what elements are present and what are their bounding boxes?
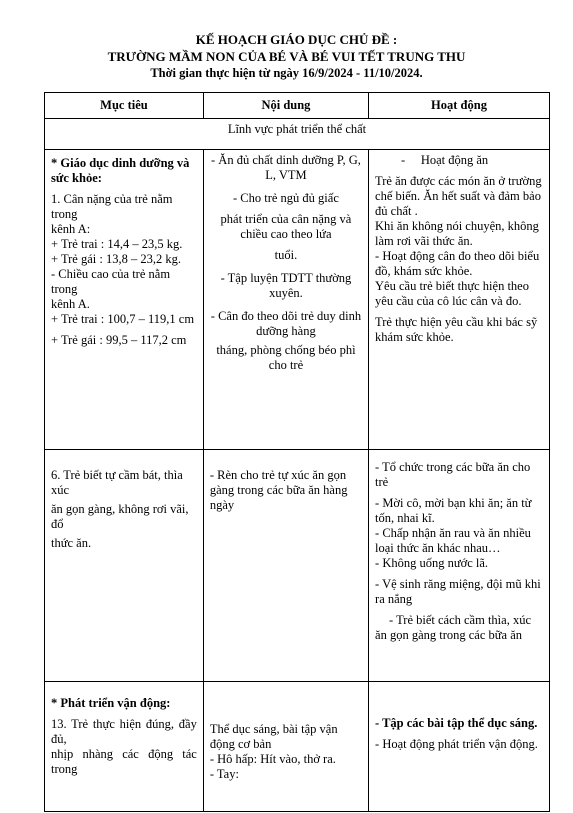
content-text: tháng, phòng chống béo phì cho trẻ <box>216 343 356 372</box>
objective-text: 6. Trẻ biết tự cầm bát, thìa xúc <box>51 468 183 497</box>
objective-text: kênh A. <box>51 297 90 311</box>
activity-text: - Tổ chức trong các bữa ăn cho trẻ <box>375 460 531 489</box>
section-title: Lĩnh vực phát triển thể chất <box>45 119 550 150</box>
activity-text: - Vệ sinh răng miệng, đội mũ khi ra nắng <box>375 577 541 606</box>
activity-text: Trẻ ăn được các món ăn ở trường chế biến. Ăn hết suất và đảm bảo đủ chất . <box>375 174 542 218</box>
cell-muc-tieu <box>45 682 204 812</box>
table-header-row <box>45 93 550 119</box>
cell-noi-dung <box>203 150 368 450</box>
objective-text: kênh A: <box>51 222 91 236</box>
activity-text: - Không uống nước lã. <box>375 556 489 570</box>
objective-heading: * Phát triển vận động: <box>51 696 171 710</box>
content-text: tuổi. <box>274 248 298 262</box>
content-text: - Cho trẻ ngủ đủ giấc <box>233 191 339 205</box>
document-header <box>0 31 573 82</box>
cell-muc-tieu <box>45 450 204 682</box>
activity-text: - Tập các bài tập thể dục sáng. <box>375 716 538 730</box>
objective-text: - Chiều cao của trẻ nằm trong <box>51 267 171 296</box>
plan-table <box>44 92 550 812</box>
cell-hoat-dong <box>369 150 550 450</box>
cell-noi-dung <box>203 682 368 812</box>
activity-text: - Mời cô, mời bạn khi ăn; ăn từ tốn, nhai kĩ. <box>375 496 532 525</box>
activity-heading: - Hoạt động ăn <box>401 153 489 167</box>
objective-text: ăn gọn gàng, không rơi vãi, đổ <box>51 502 189 531</box>
objective-text: 13. Trẻ thực hiện đúng, đầy đủ, <box>51 717 197 746</box>
objective-text: + Trẻ trai : 14,4 – 23,5 kg. <box>51 237 183 251</box>
content-text: - Tập luyện TDTT thường xuyên. <box>220 271 352 300</box>
activity-text: Khi ăn không nói chuyện, không làm rơi vãi thức ăn. <box>375 219 539 248</box>
content-text: - Rèn cho trẻ tự xúc ăn gọn gàng trong các bữa ăn hàng ngày <box>209 468 348 512</box>
activity-text: Trẻ thực hiện yêu cầu khi bác sỹ khám sức khỏe. <box>375 315 538 344</box>
time-line: Thời gian thực hiện từ ngày 16/9/2024 - 11/10/2024. <box>150 66 423 80</box>
objective-text: + Trẻ gái : 13,8 – 23,2 kg. <box>51 252 181 266</box>
cell-hoat-dong <box>369 682 550 812</box>
activity-text: - Trẻ biết cách cầm thìa, xúc ăn gọn gàng trong các bữa ăn <box>375 613 531 642</box>
content-text: Thể dục sáng, bài tập vận động cơ bản <box>209 722 338 751</box>
title-line-1: KẾ HOẠCH GIÁO DỤC CHỦ ĐỀ : <box>195 32 398 47</box>
objective-text: + Trẻ gái : 99,5 – 117,2 cm <box>51 333 187 347</box>
activity-text: - Chấp nhận ăn rau và ăn nhiều loại thức ăn khác nhau… <box>375 526 531 555</box>
objective-text: nhịp nhàng các động tác trong <box>51 747 197 776</box>
cell-muc-tieu <box>45 150 204 450</box>
table-row <box>45 450 550 682</box>
section-row <box>45 119 550 150</box>
cell-noi-dung <box>203 450 368 682</box>
table-row <box>45 150 550 450</box>
content-text: - Cân đo theo dõi trẻ duy dinh dưỡng hàng <box>210 309 362 338</box>
objective-heading: * Giáo dục dinh dưỡng và sức khỏe: <box>51 156 190 185</box>
column-header-muc-tieu: Mục tiêu <box>45 93 204 119</box>
content-text: - Tay: <box>209 767 239 781</box>
content-text: phát triển của cân nặng và chiều cao theo lứa <box>220 212 352 241</box>
activity-text: - Hoạt động phát triển vận động. <box>375 737 538 751</box>
objective-text: + Trẻ trai : 100,7 – 119,1 cm <box>51 312 195 326</box>
activity-text: Hoạt động ăn <box>420 153 489 167</box>
objective-text: 1. Cân nặng của trẻ nằm trong <box>51 192 173 221</box>
content-text: - Ăn đủ chất dinh dưỡng P, G, L, VTM <box>211 153 361 182</box>
cell-hoat-dong <box>369 450 550 682</box>
content-text: - Hô hấp: Hít vào, thở ra. <box>209 752 336 766</box>
title-line-2: TRƯỜNG MẦM NON CỦA BÉ VÀ BÉ VUI TẾT TRUNG THU <box>107 49 466 64</box>
column-header-noi-dung: Nội dung <box>203 93 368 119</box>
activity-text: - Hoạt động cân đo theo dõi biểu đồ, khám sức khỏe. <box>375 249 540 278</box>
activity-text: Yêu cầu trẻ biết thực hiện theo yêu cầu của cô lúc cân và đo. <box>375 279 529 308</box>
table-row <box>45 682 550 812</box>
column-header-hoat-dong: Hoạt động <box>369 93 550 119</box>
objective-text: thức ăn. <box>51 536 92 550</box>
